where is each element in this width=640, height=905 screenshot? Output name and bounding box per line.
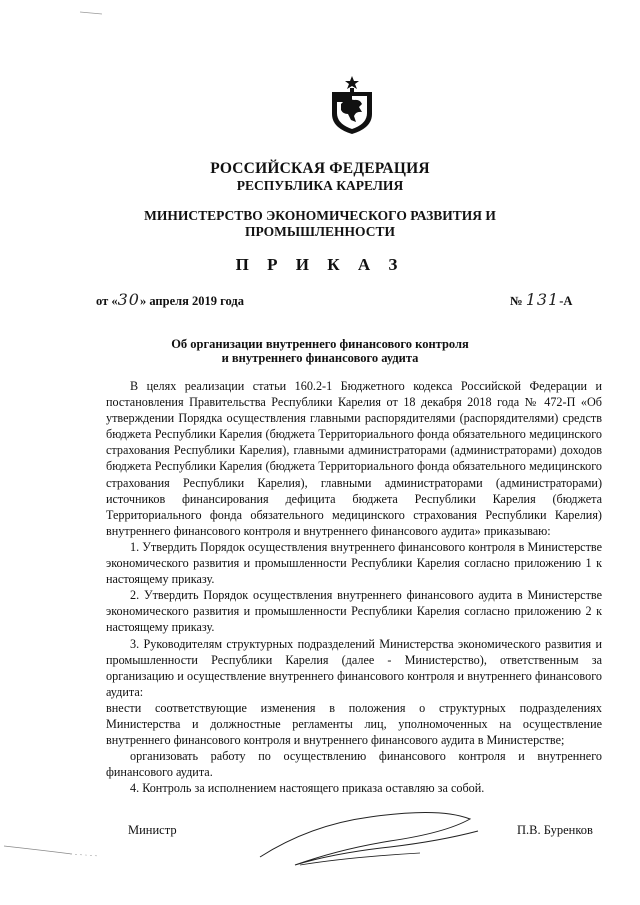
date-prefix: от «	[96, 294, 118, 308]
number-suffix: -А	[559, 294, 573, 308]
header-republic: РЕСПУБЛИКА КАРЕЛИЯ	[236, 178, 404, 193]
subject-line1: Об организации внутреннего финансового контроля	[171, 337, 469, 351]
subject-line2: и внутреннего финансового аудита	[221, 351, 419, 365]
item-1: 1. Утвердить Порядок осуществления внутреннего финансового контроля в Министерстве экономического развития и промышленности Республики Карелия согласно приложению 1 к настоящему приказу.	[106, 539, 602, 587]
date-day-handwritten: 30	[117, 290, 140, 309]
header-ministry-line1: МИНИСТЕРСТВО ЭКОНОМИЧЕСКОГО РАЗВИТИЯ И	[144, 208, 496, 223]
order-date	[96, 290, 244, 309]
number-prefix: №	[510, 294, 526, 308]
order-number	[510, 290, 572, 309]
header-country: РОССИЙСКАЯ ФЕДЕРАЦИЯ	[210, 160, 430, 177]
handwritten-signature	[240, 795, 500, 885]
header-ministry-line2: ПРОМЫШЛЕННОСТИ	[245, 224, 395, 239]
document-type-title: П Р И К А З	[235, 255, 405, 274]
signature-position: Министр	[128, 823, 177, 837]
item-4: 4. Контроль за исполнением настоящего приказа оставляю за собой.	[130, 781, 485, 796]
order-body	[106, 378, 602, 796]
signature-name: П.В. Буренков	[517, 823, 593, 837]
item-3-subitem-b: организовать работу по осуществлению финансового контроля и внутреннего финансового аудита.	[106, 749, 602, 780]
item-2: 2. Утвердить Порядок осуществления внутреннего финансового аудита в Министерстве экономического развития и промышленности Республики Карелия согласно приложению 2 к настоящему приказу.	[106, 588, 602, 635]
item-3-subitem-a: внести соответствующие изменения в положения о структурных подразделениях Министерства и должностные регламенты лиц, уполномоченных на осуществление внутреннего финансового контроля и внутреннего финансового аудита в Министерстве;	[106, 700, 602, 748]
coat-of-arms-emblem	[326, 74, 378, 136]
item-3: 3. Руководителям структурных подразделений Министерства экономического развития и промышленности Республики Карелия (далее - Министерство), ответственным за организацию и осуществление внутреннего финансового контроля и внутреннего финансового аудита:	[106, 636, 602, 699]
intro-paragraph: В целях реализации статьи 160.2-1 Бюджетного кодекса Российской Федерации и постановления Правительства Республики Карелия от 18 декабря 2018 года № 472-П «Об утверждении Порядка осуществления главными распорядителями (распорядителями) средств бюджета Республики Карелия (бюджета Территориального фонда обязательного медицинского страхования Республики Карелия), главными администраторами (администраторами) доходов бюджета Республики Карелия (бюджета Территориального фонда обязательного медицинского страхования Республики Карелия), главными администраторами (администраторами) источников финансирования дефицита бюджета Республики Карелия (бюджета Территориального фонда обязательного медицинского страхования Республики Карелия) внутреннего финансового контроля и внутреннего финансового аудита» приказываю:	[106, 379, 602, 538]
number-handwritten: 131	[525, 290, 560, 309]
date-suffix: » апреля 2019 года	[139, 294, 244, 308]
